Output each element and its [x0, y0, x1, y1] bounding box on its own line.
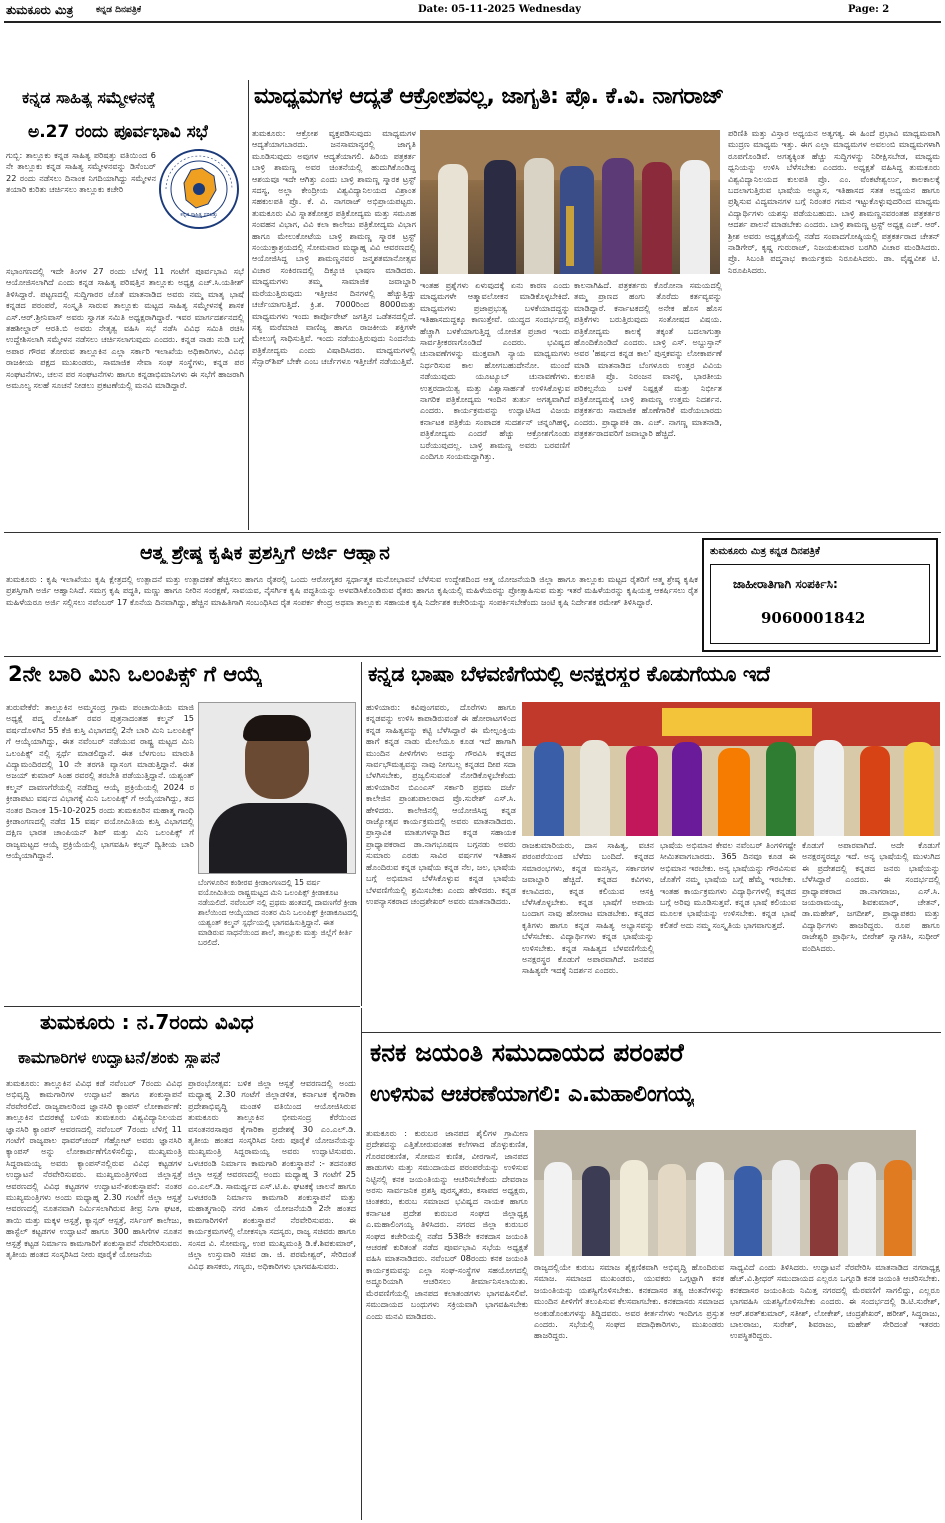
story7-col3: ಸಾಧ್ಯವಿದೆ ಎಂದು ತಿಳಿಸಿದರು. ಉದ್ಘಾಟನೆ ನೆರವೇರಿಸಿ ಮಾತನಾಡಿದ ನಗರಾಧ್ಯಕ್ಷ ಹೆಚ್.ವಿ.ಶ್ರೀಧರ್ ಸಮುದಾಯದ ಎಲ್ಲರೂ ಒಗ್ಗೂಡಿ ಕನಕ ಜಯಂತಿ ಆಚರಿಸಬೇಕು. ಕನಕದಾಸರ ಜಯಂತಿಯ ನಿಮಿತ್ತ ನಗರದಲ್ಲಿ ಮೆರವಣಿಗೆ ಸಾಗಲಿದ್ದು, ಎಲ್ಲರೂ ಭಾಗವಹಿಸಿ ಯಶಸ್ವಿಗೊಳಿಸಬೇಕು ಎಂದರು. ಈ ಸಂದರ್ಭದಲ್ಲಿ ಡಿ.ಟಿ.ಸುರೇಶ್, ಆರ್.ಶರತ್‌ಕುಮಾರ್, ಸತೀಶ್, ಲೋಕೇಶ್, ಚಂದ್ರಶೇಖರ್, ಹರೀಶ್, ಸಿದ್ದರಾಜು, ಬಾಲರಾಜು, ಸುರೇಶ್, ಶಿವರಾಜು, ಮಹೇಶ್ ಸೇರಿದಂತೆ ಇತರರು ಉಪಸ್ಥಿತರಿದ್ದರು. — [730, 1262, 940, 1341]
masthead-rule — [4, 21, 941, 23]
photo-person — [904, 742, 934, 836]
photo-person — [658, 1164, 686, 1256]
story1-headline-1: ಕನ್ನಡ ಸಾಹಿತ್ಯ ಸಮ್ಮೇಳನಕ್ಕೆ — [22, 88, 156, 107]
story6-col2: ಪ್ರಾರಂಭೋತ್ಸವ: ಬಳಿಕ ಜಿಲ್ಲಾ ಆಸ್ಪತ್ರೆ ಆವರಣದಲ್ಲಿ ಅಂದು ಮಧ್ಯಾಹ್ನ 2.30 ಗಂಟೆಗೆ ಜಿಲ್ಲಾಡಳಿತ, ಕರ್ನಾಟಕ ಕೈಗಾರಿಕಾ ಪ್ರದೇಶಾಭಿವೃದ್ಧಿ ಮಂಡಳಿ ವತಿಯಿಂದ ಆಯೋಜಿಸಿರುವ ತುಮಕೂರು ತಾಲ್ಲೂಕಿನ ಭೀಮಸಂದ್ರ ಕೆರೆಯಿಂದ ವಸಂತನರಸಾಪುರ ಕೈಗಾರಿಕಾ ಪ್ರದೇಶಕ್ಕೆ 30 ಎಂ.ಎಲ್.ಡಿ. ತೃತೀಯ ಹಂತದ ಸಂಸ್ಕರಿಸಿದ ನೀರು ಪೂರೈಕೆ ಯೋಜನೆಯನ್ನು ಮುಖ್ಯಮಂತ್ರಿ ಸಿದ್ದರಾಮಯ್ಯ ಅವರು ಉದ್ಘಾಟಿಸುವರು. ಒಳಚರಂಡಿ ನಿರ್ಮಾಣ ಕಾಮಗಾರಿ ಶಂಕುಸ್ಥಾಪನೆ :- ತದನಂತರ ಜಿಲ್ಲಾ ಆಸ್ಪತ್ರೆ ಆವರಣದಲ್ಲಿ ಅಂದು ಮಧ್ಯಾಹ್ನ 3 ಗಂಟೆಗೆ 25 ಎಂ.ಎಲ್.ಡಿ. ಸಾಮರ್ಥ್ಯದ ಎಸ್.ಟಿ.ಪಿ. ಘಟಕಕ್ಕೆ ಚಾಲನೆ ಹಾಗೂ ಒಳಚರಂಡಿ ನಿರ್ಮಾಣ ಕಾಮಗಾರಿ ಶಂಕುಸ್ಥಾಪನೆ ಮತ್ತು ಮಹಾತ್ಮಗಾಂಧಿ ನಗರ ವಿಕಾಸ ಯೋಜನೆಯಡಿ 2ನೇ ಹಂತದ ಕಾಮಗಾರಿಗಳಿಗೆ ಶಂಕುಸ್ಥಾಪನೆ ನೆರವೇರಿಸುವರು. ಈ ಕಾರ್ಯಕ್ರಮಗಳಲ್ಲಿ ಲೋಕಸಭಾ ಸದಸ್ಯರು, ರಾಜ್ಯ ಸಚಿವರು ಹಾಗೂ ಸಂಸದ ವಿ. ಸೋಮಣ್ಣ, ಉಪ ಮುಖ್ಯಮಂತ್ರಿ ಡಿ.ಕೆ.ಶಿವಕುಮಾರ್, ಜಿಲ್ಲಾ ಉಸ್ತುವಾರಿ ಸಚಿವ ಡಾ. ಜಿ. ಪರಮೇಶ್ವರ್, ಸೇರಿದಂತೆ ವಿವಿಧ ಶಾಸಕರು, ಗಣ್ಯರು, ಅಧಿಕಾರಿಗಳು ಭಾಗವಹಿಸುವರು. — [188, 1078, 356, 1271]
story7-col1: ತುಮಕೂರು : ಕುರುಬರ ಜಾನಪದ ಶೈಲಿಗಳ ಗ್ರಾಮೀಣ ಪ್ರದೇಶವನ್ನು ಎತ್ತಿತೋರುವಂತಹ ಕಲೆಗಳಾದ ಡೊಳ್ಳುಕುಣಿತ, ಗೊರವರಕುಣಿತ, ಸೋಮನ ಕುಣಿತ, ವೀರಗಾಸೆ, ಜಾನಪದ ಹಾಡುಗಳು ಮತ್ತು ಸಮುದಾಯದ ಪರಂಪರೆಯನ್ನು ಉಳಿಸುವ ನಿಟ್ಟಿನಲ್ಲಿ ಕನಕ ಜಯಂತಿಯನ್ನು ಆಚರಿಸಬೇಕೆಂದು ದೇವರಾಜ ಅರಸು ಸಾರ್ವಜನಿಕ ಪ್ರಶಸ್ತಿ ಪುರಸ್ಕೃತರು, ಕಸಾಪದ ಅಧ್ಯಕ್ಷರು, ಚಿಂತಕರು, ಕುರುಬ ಸಮಾಜದ ಭವಿಷ್ಯದ ನಾಯಕ ಹಾಗೂ ಕರ್ನಾಟಕ ಪ್ರದೇಶ ಕುರುಬರ ಸಂಘದ ಜಿಲ್ಲಾಧ್ಯಕ್ಷ ಎ.ಮಹಾಲಿಂಗಯ್ಯ ತಿಳಿಸಿದರು. ನಗರದ ಜಿಲ್ಲಾ ಕುರುಬರ ಸಂಘದ ಕಚೇರಿಯಲ್ಲಿ ನಡೆದ 538ನೇ ಕನಕದಾಸ ಜಯಂತಿ ಆಚರಣೆ ಕುರಿತಂತೆ ನಡೆದ ಪೂರ್ವಭಾವಿ ಸಭೆಯ ಅಧ್ಯಕ್ಷತೆ ವಹಿಸಿ ಮಾತನಾಡಿದರು. ನವೆಂಬರ್ 08ರಂದು ಕನಕ ಜಯಂತಿ ಕಾರ್ಯಕ್ರಮವನ್ನು ಎಲ್ಲಾ ಸಂಘ-ಸಂಸ್ಥೆಗಳ ಸಹಯೋಗದಲ್ಲಿ ಅದ್ಧೂರಿಯಾಗಿ ಆಚರಿಸಲು ತೀರ್ಮಾನಿಸಲಾಯಿತು. ಮೆರವಣಿಗೆಯಲ್ಲಿ ಜಾನಪದ ಕಲಾತಂಡಗಳು ಭಾಗವಹಿಸಲಿವೆ. ಸಮುದಾಯದ ಬಂಧುಗಳು ಸಕ್ರಿಯವಾಗಿ ಭಾಗವಹಿಸಬೇಕು ಎಂದು ಮನವಿ ಮಾಡಿದರು. — [366, 1128, 528, 1321]
ad-inner — [710, 564, 930, 644]
story1-headline-2: ಅ.27 ರಂದು ಪೂರ್ವಭಾವಿ ಸಭೆ — [28, 122, 208, 142]
photo-person — [580, 740, 610, 836]
story7-photo-group — [534, 1130, 916, 1256]
photo-person — [772, 1160, 800, 1256]
photo-person — [810, 1164, 838, 1256]
photo-person — [544, 1162, 572, 1256]
photo-lamp — [566, 206, 574, 266]
photo-person — [734, 1166, 762, 1256]
story7-headline-1: ಕನಕ ಜಯಂತಿ ಸಮುದಾಯದ ಪರಂಪರೆ — [370, 1038, 684, 1067]
story2-photo-lamp-lighting — [420, 130, 720, 274]
story6-headline-1: ತುಮಕೂರು : ನ.7ರಂದು ವಿವಿಧ — [40, 1010, 254, 1034]
story2-headline: ಮಾಧ್ಯಮಗಳ ಆದ್ಯತೆ ಆಕ್ರೋಶವಲ್ಲ, ಜಾಗೃತಿ: ಪ್ರೊ. ಕೆ.ವಿ. ನಾಗರಾಜ್ — [254, 84, 724, 109]
story1-body: ಸಭಾಂಗಣದಲ್ಲಿ ಇದೇ ತಿಂಗಳ 27 ರಂದು ಬೆಳಗ್ಗೆ 11 ಗಂಟೆಗೆ ಪೂರ್ವಭಾವಿ ಸಭೆ ಆಯೋಜಿಸಲಾಗಿದೆ ಎಂದು ಕನ್ನಡ ಸಾಹಿತ್ಯ ಪರಿಷತ್ತಿನ ತಾಲ್ಲೂಕು ಅಧ್ಯಕ್ಷ ಎಚ್.ಸಿ.ಯತೀಶ್ ತಿಳಿಸಿದ್ದಾರೆ. ಪಟ್ಟಣದಲ್ಲಿ ಸುದ್ದಿಗಾರರ ಜೊತೆ ಮಾತನಾಡಿದ ಅವರು ನಮ್ಮ ಮಾತೃ ಭಾಷೆ ಕನ್ನಡದ ಪರಂಪರೆ, ಸಂಸ್ಕೃತಿ ಸಾರುವ ತಾಲ್ಲೂಕು ಮಟ್ಟದ ಸಾಹಿತ್ಯ ಸಮ್ಮೇಳನಕ್ಕೆ ಶಾಸಕ ಎಸ್.ಆರ್.ಶ್ರೀನಿವಾಸ್ ಅವರು ಸ್ವಾಗತ ಸಮಿತಿ ಅಧ್ಯಕ್ಷರಾಗಿದ್ದಾರೆ. ಇವರ ಮಾರ್ಗದರ್ಶನದಲ್ಲಿ ತಹಶೀಲ್ದಾರ್ ಆರತಿ.ಬಿ ಅವರು ನೇತೃತ್ವ ವಹಿಸಿ ಸಭೆ ನಡೆಸಿ ವಿವಿಧ ಸಮಿತಿ ರಚಿಸಿ ಉದ್ದೇಶಿಸಲಾಗಿ ಸಮ್ಮೇಳನ ನಡೆಸಲು ಚರ್ಚಿಸಲಾಗುವುದು ಎಂದರು. ಕನ್ನಡ ನಾಡು ನುಡಿ ಬಗ್ಗೆ ಅಪಾರ ಗೌರವ ತೋರುವ ತಾಲ್ಲೂಕಿನ ಎಲ್ಲಾ ಸರ್ಕಾರಿ ಇಲಾಖೆಯ ಅಧಿಕಾರಿಗಳು, ವಿವಿಧ ರಾಜಕೀಯ ಪಕ್ಷದ ಮುಖಂಡರು, ಸಾಮಾಜಿಕ ಸೇವಾ ಸಂಘ ಸಂಸ್ಥೆಗಳು, ಕನ್ನಡ ಪರ ಸಂಘಟನೆಗಳು, ಚಲನ ಪರ ಸಂಘಟನೆಗಳು ಹಾಗೂ ಕನ್ನಡಾಭಿಮಾನಿಗಳು ಈ ಸಭೆಗೆ ಹಾಜರಾಗಿ ಅಮೂಲ್ಯ ಸಲಹೆ ಸೂಚನೆ ನೀಡಲು ಪ್ರಕಟಣೆಯಲ್ಲಿ ಮನವಿ ಮಾಡಿದ್ದಾರೆ. — [6, 266, 244, 391]
section-rule-1 — [4, 532, 941, 533]
photo-person — [534, 742, 564, 836]
story1-lead: ಗುಬ್ಬಿ: ತಾಲ್ಲೂಕು ಕನ್ನಡ ಸಾಹಿತ್ಯ ಪರಿಷತ್ತು ವತಿಯಿಂದ 6 ನೇ ತಾಲ್ಲೂಕು ಕನ್ನಡ ಸಾಹಿತ್ಯ ಸಮ್ಮೇಳನವನ್ನು ಡಿಸೆಂಬರ್ 22 ರಂದು ನಡೆಸಲು ದಿನಾಂಕ ನಿಗದಿಯಾಗಿದ್ದು ಸಮ್ಮೇಳನ ತಯಾರಿ ಕುರಿತು ಚರ್ಚಿಸಲು ತಾಲ್ಲೂಕು ಕಚೇರಿ — [6, 150, 156, 195]
photo-person — [438, 164, 468, 274]
section-rule-4 — [362, 1032, 941, 1033]
story3-body: ತುಮಕೂರು : ಕೃಷಿ ಇಲಾಖೆಯು ಕೃಷಿ ಕ್ಷೇತ್ರದಲ್ಲಿ ಉತ್ಪಾದನೆ ಮತ್ತು ಉತ್ಪಾದಕತೆ ಹೆಚ್ಚಿಸಲು ಹಾಗೂ ರೈತರಲ್ಲಿ ಒಂದು ಆರೋಗ್ಯಕರ ಸ್ಪರ್ಧಾತ್ಮಕ ಮನೋಭಾವನೆ ಬೆಳೆಸುವ ಉದ್ದೇಶದಿಂದ ಆತ್ಮ ಯೋಜನೆಯಡಿ ಜಿಲ್ಲಾ ಹಾಗೂ ತಾಲ್ಲೂಕು ಮಟ್ಟದ ರೈತರಿಗೆ ಆತ್ಮ ಶ್ರೇಷ್ಠ ಕೃಷಿಕ ಪ್ರಶಸ್ತಿಗಾಗಿ ಅರ್ಜಿ ಆಹ್ವಾನಿಸಿದೆ. ಸಮಗ್ರ ಕೃಷಿ ಪದ್ಧತಿ, ಮಣ್ಣು ಹಾಗೂ ನೀರಿನ ಸಂರಕ್ಷಣೆ, ಸಾವಯವ, ನೈಸರ್ಗಿಕ ಕೃಷಿ ಪದ್ಧತಿಯನ್ನು ಅಳವಡಿಸಿಕೊಂಡಿರುವ ರೈತರು ಹಾಗೂ ಕೃಷಿಯಲ್ಲಿ ಮಹಿಳೆಯರನ್ನು ಪ್ರೋತ್ಸಾಹಿಸುವ ಮತ್ತು ಇತರೆ ಮಹಿಳೆಯರನ್ನು ಕೃಷಿಯತ್ತ ಆಕರ್ಷಿಸಲು ರೈತ ಮಹಿಳೆಯರೂ ಅರ್ಜಿ ಸಲ್ಲಿಸಲು ನವೆಂಬರ್ 17 ಕೊನೆಯ ದಿನವಾಗಿದ್ದು, ಹೆಚ್ಚಿನ ಮಾಹಿತಿಗಾಗಿ ಸಂಬಂಧಿಸಿದ ರೈತ ಸಂಪರ್ಕ ಕೇಂದ್ರ ಅಥವಾ ತಾಲ್ಲೂಕು ಸಹಾಯಕ ಕೃಷಿ ನಿರ್ದೇಶಕ ಕಚೇರಿಯನ್ನು ಸಂಪರ್ಕಿಸಬೇಕೆಂದು ಜಂಟಿ ಕೃಷಿ ನಿರ್ದೇಶಕ ರಮೇಶ್ ತಿಳಿಸಿದ್ದಾರೆ. — [6, 574, 698, 607]
photo-person — [602, 158, 634, 274]
photo-person — [642, 162, 672, 274]
story2-col3: ಕಾಲನಾಗಿಹಿದೆ. ಪತ್ರಕರ್ತರು ಕೊರೋನಾ ಸಮಯದಲ್ಲಿ ತಮ್ಮ ಪ್ರಾಣದ ಹಂಗು ತೊರೆದು ಕರ್ತವ್ಯವನ್ನು ಮಾಡಿದ್ದಾರೆ. ಕರ್ನಾಟಕದಲ್ಲಿ ಅನೇಕ ಹೊಸ ಹೊಸ ಪತ್ರಿಕೆಗಳು ಬರುತ್ತಿರುವುದು ಸಂತೋಷದ ವಿಷಯ. ಪತ್ರಿಕೋದ್ಯಮ ಕಾಲಕ್ಕೆ ತಕ್ಕಂತೆ ಬದಲಾಗುತ್ತಾ ಹೊಂದಿಕೊಂಡಿದೆ ಎಂದರು. ಬಾಳ್ರಿ ಎಸ್. ಅಬ್ದುಸ್ತಾನ್ ಅವರ 'ಹರ್ಷದ ಕನ್ನಡ ಕಾಲ' ಪುಸ್ತಕವನ್ನು ಲೋಕಾರ್ಪಣೆ ಮಾಡಿ ಮಾತನಾಡಿದ ಬೆಂಗಳೂರು ಉತ್ತರ ವಿವಿಯ ಕುಲಪತಿ ಪ್ರೊ. ನಿರಂಜನ ವಾನಳ್ಳಿ, ಭಾರತೀಯ ಪರಿಕಲ್ಪನೆಯ ಬಳಕೆ ನಿಷ್ಪಕ್ಷತೆ ಮತ್ತು ನಿರ್ಭೀತ ಪತ್ರಿಕೋದ್ಯಮಕ್ಕೆ ಬಾಳ್ರಿ ಶಾಮಣ್ಣ ಉತ್ತಮ ನಿದರ್ಶನ. ಪತ್ರಕರ್ತರು ಸಾಮಾಜಿಕ ಹೊಣೆಗಾರಿಕೆ ಮರೆಯಬಾರದು ಎಂದರು. ಪ್ರಾಧ್ಯಾಪಕಿ ಡಾ. ಎಚ್. ನಾಗಣ್ಣ ಮಾತನಾಡಿ, ಪತ್ರಕರ್ತರಾದವರಿಗೆ ಜವಾಬ್ದಾರಿ ಹೆಚ್ಚಿದೆ. — [574, 280, 722, 439]
story6-headline-2: ಕಾಮಗಾರಿಗಳ ಉದ್ಘಾಟನೆ/ಶಂಕು ಸ್ಥಾಪನೆ — [18, 1048, 220, 1067]
photo-person — [848, 1162, 876, 1256]
story2-col2: ಇಂತಹ ಪ್ರಶ್ನೆಗಳು ಏಳುವುದಕ್ಕೆ ಏನು ಕಾರಣ ಎಂದು ಮಾಧ್ಯಮಗಳೇ ಆತ್ಮಾವಲೋಕನ ಮಾಡಿಕೊಳ್ಳಬೇಕಿದೆ. ಮಾಧ್ಯಮಗಳು ಪ್ರಜಾಪ್ರಭುತ್ವ ಬಳಕೆಯಾದದ್ದನ್ನು ಇತಿಹಾಸದುದ್ದಕ್ಕೂ ಕಾಣುತ್ತೇವೆ. ಯುದ್ಧದ ಸಂದರ್ಭದಲ್ಲಿ ಹೆಚ್ಚಾಗಿ ಬಳಕೆಯಾಗುತ್ತಿದ್ದ ಯೋಜಿತ ಪ್ರಚಾರ ಇಂದು ಸಾರ್ವತ್ರೀಕರಣಗೊಂಡಿದೆ ಎಂದರು. ಭವಿಷ್ಯದ ಚುನಾವಣೆಗಳನ್ನು ಮುಕ್ತವಾಗಿ ನ್ಯಾಯ ಮಾಧ್ಯಮಗಳು ನಿರ್ಧರಿಸುವ ಕಾಲ ಹೋಗಬಹುದೇನೋ. ಮುಂದೆ ನಡೆಯುವುದು ಯೂಟ್ಯೂಬ್ ಚುನಾವಣೆಗಳು. ಉತ್ತರದಾಯಿತ್ವ ಮತ್ತು ವಿಶ್ವಾಸಾರ್ಹತೆ ಉಳಿಸಿಕೊಳ್ಳುವ ನಾಗರಿಕ ಪತ್ರಿಕೋದ್ಯಮ ಇಂದಿನ ತುರ್ತು ಅಗತ್ಯವಾಗಿದೆ ಎಂದರು. ಕಾರ್ಯಕ್ರಮವನ್ನು ಉದ್ಘಾಟಿಸಿದ ವಿಜಯ ಕರ್ನಾಟಕ ಪತ್ರಿಕೆಯ ಸಂಪಾದಕ ಸುದರ್ಶನ್ ಚನ್ನಂಗಿಹಳ್ಳಿ, ಪತ್ರಿಕೋದ್ಯಮ ಎಂದರೆ ಹೆಚ್ಚು ಆಕ್ರೋಶಗೊಂಡು ಬರೆಯುವುದಲ್ಲ. ಬಾಳ್ರಿ ಶಾಮಣ್ಣ ಅವರು ಬರವಣಿಗೆ ಎಂದಿಗೂ ಸಂಯಮದ್ದಾಗಿತ್ತು. — [420, 280, 570, 462]
photo-person — [860, 746, 890, 836]
paper-name: ತುಮಕೂರು ಮಿತ್ರ — [6, 3, 74, 17]
photo-person — [672, 742, 702, 836]
sahitya-parishat-seal — [158, 148, 240, 230]
photo-person — [766, 742, 796, 836]
athlete-shirt — [209, 803, 347, 874]
story4-divider — [361, 662, 362, 1006]
story5-col4: ಕೊಡುಗೆ ಅಪಾರವಾಗಿದೆ. ಅದೇ ಕೊಡುಗೆ ಅನಕ್ಷರಸ್ಥರದ್ದೂ ಇದೆ. ಅನ್ಯ ಭಾಷೆಯಲ್ಲಿ ಮುಳುಗಿದ ಈ ಪ್ರದೇಶದಲ್ಲಿ ಕನ್ನಡದ ಜನರು ಭಾಷೆಯನ್ನು ಬೆಳೆಸಿದ್ದಾರೆ ಎಂದರು. ಈ ಸಂದರ್ಭದಲ್ಲಿ ಪ್ರಾಧ್ಯಾಪಕರಾದ ಡಾ.ನಾಗರಾಜು, ಎಸ್.ಸಿ. ಜಯರಾಮಯ್ಯ, ಶಿವಕುಮಾರ್, ಚೇತನ್, ಡಾ.ಮಹೇಶ್, ಜಗದೀಶ್, ಪ್ರಾಧ್ಯಾಪಕರು ಮತ್ತು ವಿದ್ಯಾರ್ಥಿಗಳು ಹಾಜರಿದ್ದರು. ರೂಪ ಹಾಗೂ ರಾಜೇಶ್ವರಿ ಪ್ರಾರ್ಥಿಸಿ, ಬೀರೇಶ್ ಸ್ವಾಗತಿಸಿ, ಸುಧೀರ್ ವಂದಿಸಿದರು. — [802, 840, 940, 953]
ad-line-1: ತುಮಕೂರು ಮಿತ್ರ ಕನ್ನಡ ದಿನಪತ್ರಿಕೆ — [710, 546, 820, 557]
photo-banner — [662, 708, 812, 736]
story7-col2: ರಾಜ್ಯದಲ್ಲಿಯೇ ಕುರುಬ ಸಮಾಜ ಶೈಕ್ಷಣಿಕವಾಗಿ ಅಭಿವೃದ್ಧಿ ಹೊಂದಿರುವ ಸಮಾಜ. ಸಮಾಜದ ಮುಖಂಡರು, ಯುವಕರು ಒಗ್ಗಟ್ಟಾಗಿ ಕನಕ ಜಯಂತಿಯನ್ನು ಯಶಸ್ವಿಗೊಳಿಸಬೇಕು. ಕನಕದಾಸರ ತತ್ವ ಚಿಂತನೆಗಳನ್ನು ಮುಂದಿನ ಪೀಳಿಗೆಗೆ ತಲುಪಿಸುವ ಕೆಲಸವಾಗಬೇಕು. ಕನಕದಾಸರು ಸಮಾಜದ ಅಂಕುಡೊಂಕುಗಳನ್ನು ತಿದ್ದಿದವರು. ಅವರ ಕೀರ್ತನೆಗಳು ಇಂದಿಗೂ ಪ್ರಸ್ತುತ ಎಂದರು. ಸಭೆಯಲ್ಲಿ ಸಂಘದ ಪದಾಧಿಕಾರಿಗಳು, ಮುಖಂಡರು ಹಾಜರಿದ್ದರು. — [534, 1262, 724, 1341]
story5-col3: ಭಾಷೆಯ ಅಭಿಮಾನ ಕೇವಲ ನವೆಂಬರ್ ತಿಂಗಳಿಗಷ್ಟೇ ಸೀಮಿತವಾಗಬಾರದು. 365 ದಿನವೂ ಕೂಡ ಈ ಅಭಿಮಾನ ಇರಬೇಕು. ಅನ್ಯ ಭಾಷೆಯನ್ನು ಗೌರವಿಸುವ ಜೊತೆಗೆ ನಮ್ಮ ಭಾಷೆಯ ಬಗ್ಗೆ ಹೆಮ್ಮೆ ಇರಬೇಕು. ಇಂತಹ ಕಾರ್ಯಕ್ರಮಗಳು ವಿದ್ಯಾರ್ಥಿಗಳಲ್ಲಿ ಕನ್ನಡದ ಬಗ್ಗೆ ಅರಿವು ಮೂಡಿಸುತ್ತವೆ. ಕನ್ನಡ ಭಾಷೆ ಕಲಿಯುವ ಮೂಲಕ ಭಾಷೆಯನ್ನು ಉಳಿಸಬೇಕು. ಕನ್ನಡ ಭಾಷೆ ಕಲಿತರೆ ಅದು ನಮ್ಮ ಸಂಸ್ಕೃತಿಯ ಭಾಗವಾಗುತ್ತದೆ. — [660, 840, 796, 930]
story4-photo-caption: ಬೆಂಗಳೂರಿನ ಕಂಠೀರವ ಕ್ರೀಡಾಂಗಣದಲ್ಲಿ 15 ವರ್ಷ ವಯೋಮಿತಿಯ ರಾಷ್ಟ್ರಮಟ್ಟದ ಮಿನಿ ಒಲಂಪಿಕ್ಸ್ ಕ್ರೀಡಾಕೂಟ ನಡೆಯಲಿದೆ. ನವೆಂಬರ್ ನಲ್ಲಿ ಪ್ರಥಮ ಹಂತದಲ್ಲಿ ದಾವಣಗೆರೆ ಕ್ರೀಡಾ ಶಾಲೆಯಿಂದ ಆಯ್ಕೆಯಾದ ನಂತರ ಮಿನಿ ಒಲಂಪಿಕ್ಸ್ ಕ್ರೀಡಾಕೂಟದಲ್ಲಿ ಯಶ್ವಂತ್ ಕಲ್ಮನ್ ಸ್ಪರ್ಧೆಯಲ್ಲಿ ಭಾಗವಹಿಸುತ್ತಿದ್ದಾನೆ. ಈತ ಮಾಡಿರುವ ಸಾಧನೆಯಿಂದ ಶಾಲೆ, ತಾಲ್ಲೂಕು ಮತ್ತು ಜಿಲ್ಲೆಗೆ ಕೀರ್ತಿ ಬರಲಿದೆ. — [198, 878, 358, 947]
photo-person — [884, 1160, 912, 1256]
paper-subtitle: ಕನ್ನಡ ದಿನಪತ್ರಿಕೆ — [96, 5, 142, 15]
story6-divider — [361, 1008, 362, 1520]
story6-col1: ತುಮಕೂರು: ತಾಲ್ಲೂಕಿನ ವಿವಿಧ ಕಡೆ ನವೆಂಬರ್ 7ರಂದು ವಿವಿಧ ಅಭಿವೃದ್ಧಿ ಕಾಮಗಾರಿಗಳ ಉದ್ಘಾಟನೆ ಹಾಗೂ ಶಂಕುಸ್ಥಾಪನೆ ನೆರವೇರಲಿದೆ. ರಾಜ್ಯಪಾಲರಿಂದ ಜ್ಞಾನಸಿರಿ ಕ್ಯಾಂಪಸ್ ಲೋಕಾರ್ಪಣೆ: ತಾಲ್ಲೂಕಿನ ಬಿದರಕಟ್ಟೆ ಬಳಿಯ ತುಮಕೂರು ವಿಶ್ವವಿದ್ಯಾನಿಲಯದ ಜ್ಞಾನಸಿರಿ ಕ್ಯಾಂಪಸ್ ಆವರಣದಲ್ಲಿ ನವೆಂಬರ್ 7ರಂದು ಬೆಳಿಗ್ಗೆ 11 ಗಂಟೆಗೆ ರಾಜ್ಯಪಾಲ ಥಾವರ್‌ಚಂದ್ ಗೆಹ್ಲೋಟ್ ಅವರು ಜ್ಞಾನಸಿರಿ ಕ್ಯಾಂಪಸ್ ಅನ್ನು ಲೋಕಾರ್ಪಣೆಗೊಳಿಸಲಿದ್ದು, ಮುಖ್ಯಮಂತ್ರಿ ಸಿದ್ದರಾಮಯ್ಯ ಅವರು ಕ್ಯಾಂಪಸ್‌ನಲ್ಲಿರುವ ವಿವಿಧ ಕಟ್ಟಡಗಳ ಉದ್ಘಾಟನೆ ನೆರವೇರಿಸುವರು. ಮುಖ್ಯಮಂತ್ರಿಗಳಿಂದ ಜಿಲ್ಲಾಸ್ಪತ್ರೆ ಆವರಣದಲ್ಲಿ ವಿವಿಧ ಕಟ್ಟಡಗಳ ಉದ್ಘಾಟನೆ-ಶಂಕುಸ್ಥಾಪನೆ: ನಂತರ ಮುಖ್ಯಮಂತ್ರಿಗಳು ಅಂದು ಮಧ್ಯಾಹ್ನ 2.30 ಗಂಟೆಗೆ ಜಿಲ್ಲಾ ಆಸ್ಪತ್ರೆ ಆವರಣದಲ್ಲಿ ನೂತನವಾಗಿ ನಿರ್ಮಿಸಲಾಗಿರುವ ತೀವ್ರ ನಿಗಾ ಘಟಕ, ತಾಯಿ ಮತ್ತು ಮಕ್ಕಳ ಆಸ್ಪತ್ರೆ, ಕ್ಯಾನ್ಸರ್ ಆಸ್ಪತ್ರೆ, ನರ್ಸಿಂಗ್ ಕಾಲೇಜು, ಹಾಸ್ಟೆಲ್ ಕಟ್ಟಡಗಳ ಉದ್ಘಾಟನೆ ಹಾಗೂ 300 ಹಾಸಿಗೆಗಳ ನೂತನ ಆಸ್ಪತ್ರೆ ಕಟ್ಟಡ ನಿರ್ಮಾಣ ಕಾಮಗಾರಿಗೆ ಶಂಕುಸ್ಥಾಪನೆ ನೆರವೇರಿಸುವರು. ತೃತೀಯ ಹಂತದ ಸಂಸ್ಕರಿಸಿದ ನೀರು ಪೂರೈಕೆ ಯೋಜನೆಯ — [6, 1078, 182, 1260]
story5-col1: ಹುಳಿಯಾರು: ಕವಿಪುಂಗವರು, ದೊರೆಗಳು ಹಾಗೂ ಕನ್ನಡವನ್ನು ಉಳಿಸಿ ಕಾಪಾಡಿರುವಂತೆ ಈ ಹೋರಾಟಗಳಿಂದ ಕನ್ನಡ ಸಾಹಿತ್ಯವನ್ನು ಕಟ್ಟಿ ಬೆಳೆಸಿದ್ದಾರೆ ಈ ಮೇಲ್ಪಂಕ್ತಿಯ ಹಾಗೆ ಕನ್ನಡ ನಾಡು ಮೇಲೆಯೂ ಕೂಡ ಇದೆ ಹಾಗಾಗಿ ಮುಂದಿನ ಪೀಳಿಗೆಗಳು ಅದನ್ನು ಗೌರವಿಸಿ ಕನ್ನಡದ ಸಾರ್ವಭೌಮತ್ವವನ್ನು ನಾವು ನೀಗಬಲ್ಲ ಕನ್ನಡದ ದೀಪ ಸದಾ ಬೆಳಗಿಸಬೇಕು, ಪ್ರಜ್ವಲಿಸುವಂತೆ ನೋಡಿಕೊಳ್ಳಬೇಕೆಂದು ಹುಳಿಯಾರಿನ ಬಿಎಂಎಸ್ ಸರ್ಕಾರಿ ಪ್ರಥಮ ದರ್ಜೆ ಕಾಲೇಜಿನ ಪ್ರಾಂಶುಪಾಲರಾದ ಪ್ರೊ.ಸುರೇಶ್ ಎಸ್.ಸಿ. ಹೇಳಿದರು. ಕಾಲೇಜಿನಲ್ಲಿ ಆಯೋಜಿಸಿದ್ದ ಕನ್ನಡ ರಾಜ್ಯೋತ್ಸವ ಕಾರ್ಯಕ್ರಮದಲ್ಲಿ ಅವರು ಮಾತನಾಡಿದರು. ಪ್ರಾಸ್ತಾವಿಕ ಮಾತುಗಳನ್ನಾಡಿದ ಕನ್ನಡ ಸಹಾಯಕ ಪ್ರಾಧ್ಯಾಪಕರಾದ ಡಾ.ನಾಗಭೂಷಣ ಬಗ್ಗನಡು ಅವರು ಸುಮಾರು ಎರಡು ಸಾವಿರ ವರ್ಷಗಳ ಇತಿಹಾಸ ಹೊಂದಿರುವ ಕನ್ನಡ ಭಾಷೆಯ ಕನ್ನಡ ನೆಲ, ಜಲ, ಭಾಷೆಯ ಬಗ್ಗೆ ಅಭಿಮಾನ ಬೆಳೆಸಿಕೊಳ್ಳುವ ಕನ್ನಡ ಭಾಷೆಯ ಬೆಳವಣಿಗೆಯಲ್ಲಿ ಶ್ರಮಿಸಬೇಕು ಎಂದು ಹೇಳಿದರು. ಕನ್ನಡ ಉಪನ್ಯಾಸಕರಾದ ಚಂದ್ರಶೇಖರ್ ಅವರು ಮಾತನಾಡಿದರು. — [366, 702, 516, 906]
athlete-hair — [243, 715, 311, 741]
photo-person — [814, 740, 844, 836]
photo-person — [718, 748, 750, 836]
story5-col2: ರಾಜಕುಮಾರಿಯರು, ದಾಸ ಸಾಹಿತ್ಯ, ವಚನ ಪರಂಪರೆಯಿಂದ ಬೆಳೆದು ಬಂದಿದೆ. ಕನ್ನಡದ ಸಮಾರಂಭಗಳು, ಕನ್ನಡ ಮನಸ್ಸಿನ, ಸರ್ಕಾರಗಳ ಜವಾಬ್ದಾರಿ ಹೆಚ್ಚಿದೆ. ಕನ್ನಡದ ಕವಿಗಳು, ಕಲಾವಿದರು, ಕನ್ನಡ ಕಲಿಯುವ ಆಸಕ್ತಿ ಬೆಳೆಸಿಕೊಳ್ಳಬೇಕು. ಕನ್ನಡ ಭಾಷೆಗೆ ಅಪಾಯ ಬಂದಾಗ ನಾವು ಹೋರಾಟ ಮಾಡಬೇಕು. ಕನ್ನಡದ ಕೃತಿಗಳು ಹಾಗೂ ಕನ್ನಡ ಸಾಹಿತ್ಯ ಅಭ್ಯಾಸವನ್ನು ಬೆಳೆಸಬೇಕು. ವಿದ್ಯಾರ್ಥಿಗಳು ಕನ್ನಡ ಭಾಷೆಯನ್ನು ಉಳಿಸಬೇಕು. ಕನ್ನಡ ಸಾಹಿತ್ಯದ ಬೆಳವಣಿಗೆಯಲ್ಲಿ ಅನಕ್ಷರಸ್ಥರ ಕೊಡುಗೆ ಅಪಾರವಾಗಿದೆ. ಜನಪದ ಸಾಹಿತ್ಯವೇ ಇದಕ್ಕೆ ನಿದರ್ಶನ ಎಂದರು. — [522, 840, 654, 976]
page-number: Page: 2 — [848, 4, 890, 15]
seal-caption: ಕನ್ನಡ ಸಾಹಿತ್ಯ ಪರಿಷತ್ತು — [180, 212, 218, 218]
story4-photo-athlete — [198, 702, 356, 874]
story2-col1: ತುಮಕೂರು: ಆಕ್ರೋಶ ವ್ಯಕ್ತಪಡಿಸುವುದು ಮಾಧ್ಯಮಗಳ ಆದ್ಯತೆಯಾಗಬಾರದು. ಜನಸಾಮಾನ್ಯರಲ್ಲಿ ಜಾಗೃತಿ ಮೂಡಿಸುವುದು ಅವುಗಳ ಆದ್ಯತೆಯಾಗಲಿ. ಹಿರಿಯ ಪತ್ರಕರ್ತ ಬಾಳ್ರಿ ಶಾಮಣ್ಣ ಅವರ ಚಿಂತನೆಯಲ್ಲಿ ಹುದುಗಿಕೊಂಡಿದ್ದ ಆಶಯವೂ ಇದೇ ಆಗಿತ್ತು ಎಂದು ಬಾಳ್ರಿ ಶಾಮಣ್ಣ ಸ್ಮಾರಕ ಟ್ರಸ್ಟ್ ಸದಸ್ಯ, ಅಲ್ಲಾ ಕೇಂದ್ರೀಯ ವಿಶ್ವವಿದ್ಯಾನಿಲಯದ ವಿಶ್ರಾಂತ ಸಹಕುಲಪತಿ ಪ್ರೊ. ಕೆ. ವಿ. ನಾಗರಾಜ್ ಅಭಿಪ್ರಾಯಪಟ್ಟರು. ತುಮಕೂರು ವಿವಿ ಸ್ನಾತಕೋತ್ತರ ಪತ್ರಿಕೋದ್ಯಮ ಮತ್ತು ಸಮೂಹ ಸಂವಹನ ವಿಭಾಗ, ವಿವಿ ಕಲಾ ಕಾಲೇಜು ಪತ್ರಿಕೋದ್ಯಮ ವಿಭಾಗ ಹಾಗೂ ಮೇಲುಕೋಟೆಯ ಬಾಳ್ರಿ ಶಾಮಣ್ಣ ಸ್ಮಾರಕ ಟ್ರಸ್ಟ್ ಸಂಯುಕ್ತಾಶ್ರಯದಲ್ಲಿ ಸೋಮವಾರ ಮಧ್ಯಾಹ್ನ ವಿವಿ ಆವರಣದಲ್ಲಿ ಆಯೋಜಿಸಿದ್ದ ಬಾಳ್ರಿ ಶಾಮಣ್ಣನವರ ಜನ್ಮಶತಮಾನೋತ್ಸವ ವಿಚಾರ ಸಂಕಿರಣದಲ್ಲಿ ದಿಕ್ಸೂಚಿ ಭಾಷಣ ಮಾಡಿದರು. ಮಾಧ್ಯಮಗಳು ತಮ್ಮ ಸಾಮಾಜಿಕ ಜವಾಬ್ದಾರಿ ಮರೆಯುತ್ತಿರುವುದು ಇತ್ತೀಚಿನ ದಿನಗಳಲ್ಲಿ ಹೆಚ್ಚುತ್ತಿದ್ದು ಚರ್ಚೆಯಾಗುತ್ತಿದೆ. ಕ್ರಿ.ಶ. 7000ರಿಂದ 8000ಮತ್ತು ಮಾಧ್ಯಮಗಳು ಇಂದು ಕಾರ್ಪೊರೇಟ್ ಜಗತ್ತಿನ ಒಡೆತನದಲ್ಲಿದೆ. ಸತ್ಯ ಮರೆಮಾಚಿ ವಾಣಿಜ್ಯ ಹಾಗೂ ರಾಜಕೀಯ ಶಕ್ತಿಗಳೇ ಮೇಲುಗೈ ಸಾಧಿಸುತ್ತಿವೆ. ಇಂದು ನಡೆಯುತ್ತಿರುವುದು ನಿಂದನೆಯ ಪತ್ರಿಕೋದ್ಯಮ ಎಂದು ವಿಷಾದಿಸಿದರು. ಮಾಧ್ಯಮಗಳಲ್ಲಿ ಸೆನ್ಸಾರ್‌ಶಿಪ್ ಬೇಕೇ ಎಂಬ ಚರ್ಚೆಗಳೂ ಇತ್ತೀಚೆಗೆ ನಡೆಯುತ್ತಿವೆ. — [252, 128, 416, 367]
story4-col1: ತುರುವೇಕೆರೆ: ತಾಲ್ಲೂಕಿನ ಅಮ್ಮಸಂದ್ರ ಗ್ರಾಮ ಪಂಚಾಯಿತಿಯ ಮಾಜಿ ಅಧ್ಯಕ್ಷೆ ಪದ್ಮ ರೋಹಿತ್ ರವರ ಪುತ್ರನಾದಂತಹ ಕಲ್ಮನ್ 15 ವರ್ಷದೊಳಗಿನ 55 ಕೆಜಿ ಕುಸ್ತಿ ವಿಭಾಗದಲ್ಲಿ 2ನೇ ಬಾರಿ ಮಿನಿ ಒಲಂಪಿಕ್ಸ್ ಗೆ ಆಯ್ಕೆಯಾಗಿದ್ದು, ಈತ ನವೆಂಬರ್ ನಡೆಯುವ ರಾಷ್ಟ್ರ ಮಟ್ಟದ ಮಿನಿ ಒಲಂಪಿಕ್ಸ್ ನಲ್ಲಿ ಸ್ಪರ್ಧೆ ಮಾಡಲಿದ್ದಾನೆ. ಈತ ಬೆಳಗುಂಬ ಮಾರುತಿ ವಿದ್ಯಾಮಂದಿರದಲ್ಲಿ 10 ನೇ ತರಗತಿ ವ್ಯಾಸಂಗ ಮಾಡುತ್ತಿದ್ದಾನೆ. ಈತ ಅಜಯ್ ಕುಮಾರ್ ಸಿಂಹ ರವರಲ್ಲಿ ತರಬೇತಿ ಪಡೆಯುತ್ತಿದ್ದಾನೆ. ಯಶ್ವಂತ್ ಕಲ್ಮನ್ ದಾವಣಗೆರೆಯಲ್ಲಿ ನಡೆದಿದ್ದ ಆಯ್ಕೆ ಪ್ರಕ್ರಿಯೆಯಲ್ಲಿ 2024 ರ ಕ್ರೀಡಾಪಟು ವರ್ಷದ ವಿಭಾಗಕ್ಕೆ ಮಿನಿ ಒಲಂಪಿಕ್ಸ್ ಗೆ ಆಯ್ಕೆಯಾಗಿದ್ದು, ತದ ನಂತರ ದಿನಾಂಕ 15-10-2025 ರಂದು ತುಮಕೂರಿನ ಮಹಾತ್ಮ ಗಾಂಧಿ ಕ್ರೀಡಾಂಗಣದಲ್ಲಿ ನಡೆದ 15 ವರ್ಷ ವಯೋಮಿತಿಯ ಕುಸ್ತಿ ವಿಭಾಗದಲ್ಲಿ ದಕ್ಷಿಣ ಭಾರತ ಚಾಂಪಿಯನ್ ಶಿಪ್ ಮತ್ತು ಮಿನಿ ಒಲಂಪಿಕ್ಸ್ ಗೆ ರಾಜ್ಯಮಟ್ಟದ ಆಯ್ಕೆ ಪ್ರಕ್ರಿಯೆಯಲ್ಲಿ ಭಾಗವಹಿಸಿ ಕಲ್ಪನ್ ದ್ವಿತೀಯ ಬಾರಿ ಆಯ್ಕೆಯಾಗಿದ್ದಾನೆ. — [6, 702, 194, 861]
ad-phone: 9060001842 — [761, 609, 866, 627]
story1-divider — [248, 80, 249, 530]
story4-headline: 2ನೇ ಬಾರಿ ಮಿನಿ ಒಲಂಪಿಕ್ಸ್ ಗೆ ಆಯ್ಕೆ — [8, 662, 263, 686]
ad-line-2: ಜಾಹೀರಾತಿಗಾಗಿ ಸಂಪರ್ಕಿಸಿ: — [733, 577, 838, 591]
photo-person — [484, 160, 516, 274]
ad-box — [702, 538, 938, 652]
masthead — [0, 0, 945, 22]
section-rule-3 — [4, 1006, 360, 1007]
story7-headline-2: ಉಳಿಸುವ ಆಚರಣೆಯಾಗಲಿ: ಎ.ಮಹಾಲಿಂಗಯ್ಯ — [370, 1082, 695, 1107]
story5-headline: ಕನ್ನಡ ಭಾಷಾ ಬೆಳವಣಿಗೆಯಲ್ಲಿ ಅನಕ್ಷರಸ್ಥರ ಕೊಡುಗೆಯೂ ಇದೆ — [368, 662, 771, 686]
section-rule-2 — [4, 656, 941, 657]
story3-headline: ಆತ್ಮ ಶ್ರೇಷ್ಠ ಕೃಷಿಕ ಪ್ರಶಸ್ತಿಗೆ ಅರ್ಜಿ ಆಹ್ವಾನ — [140, 542, 390, 564]
photo-person — [582, 1166, 610, 1256]
story5-photo-event — [522, 702, 940, 836]
story2-col4: ಪರಿಣಿತಿ ಮತ್ತು ವಿಸ್ತಾರ ಅಧ್ಯಯನ ಅತ್ಯಗತ್ಯ. ಈ ಹಿಂದೆ ಪ್ರಭಾವಿ ಮಾಧ್ಯಮವಾಗಿ ಮುದ್ರಣ ಮಾಧ್ಯಮ ಇತ್ತು. ಈಗ ಎಲ್ಲಾ ಮಾಧ್ಯಮಗಳ ಅವಲಂಬಿ ಮಾಧ್ಯಮಗಳಾಗಿ ರೂಪಗೊಂಡಿವೆ. ಅಗತ್ಯಕ್ಕಿಂತ ಹೆಚ್ಚು ಸುದ್ದಿಗಳನ್ನು ನಿರೀಕ್ಷಿಸಬೇಡ, ಮಾಧ್ಯಮ ಧ್ವನಿಯನ್ನು ಉಳಿಸಿ ಬೆಳೆಸಬೇಕು ಎಂದರು. ಅಧ್ಯಕ್ಷತೆ ವಹಿಸಿದ್ದ ತುಮಕೂರು ವಿಶ್ವವಿದ್ಯಾನಿಲಯದ ಕುಲಪತಿ ಪ್ರೊ. ಎಂ. ವೆಂಕಟೇಶ್ವರ್ಲು, ಕಾಲಕಾಲಕ್ಕೆ ಬದಲಾಗುತ್ತಿರುವ ಭಾಷೆಯ ಅಭ್ಯಾಸ, ಇತಿಹಾಸದ ಸತತ ಅಧ್ಯಯನ ಹಾಗೂ ಪ್ರಶ್ನಿಸುವ ವಿದ್ಯಮಾನಗಳ ಬಗ್ಗೆ ನಿರಂತರ ಗಮನ ಇಟ್ಟುಕೊಳ್ಳುವುದರಿಂದ ಮಾಧ್ಯಮ ವಿದ್ಯಾರ್ಥಿಗಳು ಯಶಸ್ಸು ಪಡೆಯಬಹುದು. ಬಾಳ್ರಿ ಶಾಮಣ್ಣನವರಂತಹ ಪತ್ರಕರ್ತರ ಆದರ್ಶ ಪಾಲನೆ ಮಾಡಬೇಕು ಎಂದರು. ಬಾಳ್ರಿ ಶಾಮಣ್ಣ ಟ್ರಸ್ಟ್ ಅಧ್ಯಕ್ಷ ಎಚ್. ಆರ್. ಶ್ರೀಶ ಅವರು ಅಧ್ಯಕ್ಷತೆಯಲ್ಲಿ ನಡೆದ ಸಂವಾದಗೋಷ್ಠಿಯಲ್ಲಿ ಪತ್ರಕರ್ತರಾದ ಚೇತನ್ ನಾಡಿಗೇರ್, ಕೃಷ್ಣ ಗುರುರಾಜ್, ನಿಜಯಕುಮಾರ ಬರಗಿರಿ ವಿಚಾರ ಮಂಡಿಸಿದರು. ಪ್ರೊ. ಸಿಬಂತಿ ಪದ್ಮನಾಭ ಕಾರ್ಯಕ್ರಮ ನಿರೂಪಿಸಿದರು. ಡಾ. ವೈಷ್ಣವೀಶ ಟಿ. ನಿರೂಪಿಸಿದರು. — [728, 128, 940, 275]
photo-person — [620, 1160, 648, 1256]
photo-person — [524, 158, 554, 274]
photo-person — [696, 1162, 724, 1256]
photo-person — [626, 746, 658, 836]
photo-person — [680, 160, 710, 274]
issue-date: Date: 05-11-2025 Wednesday — [418, 4, 582, 15]
